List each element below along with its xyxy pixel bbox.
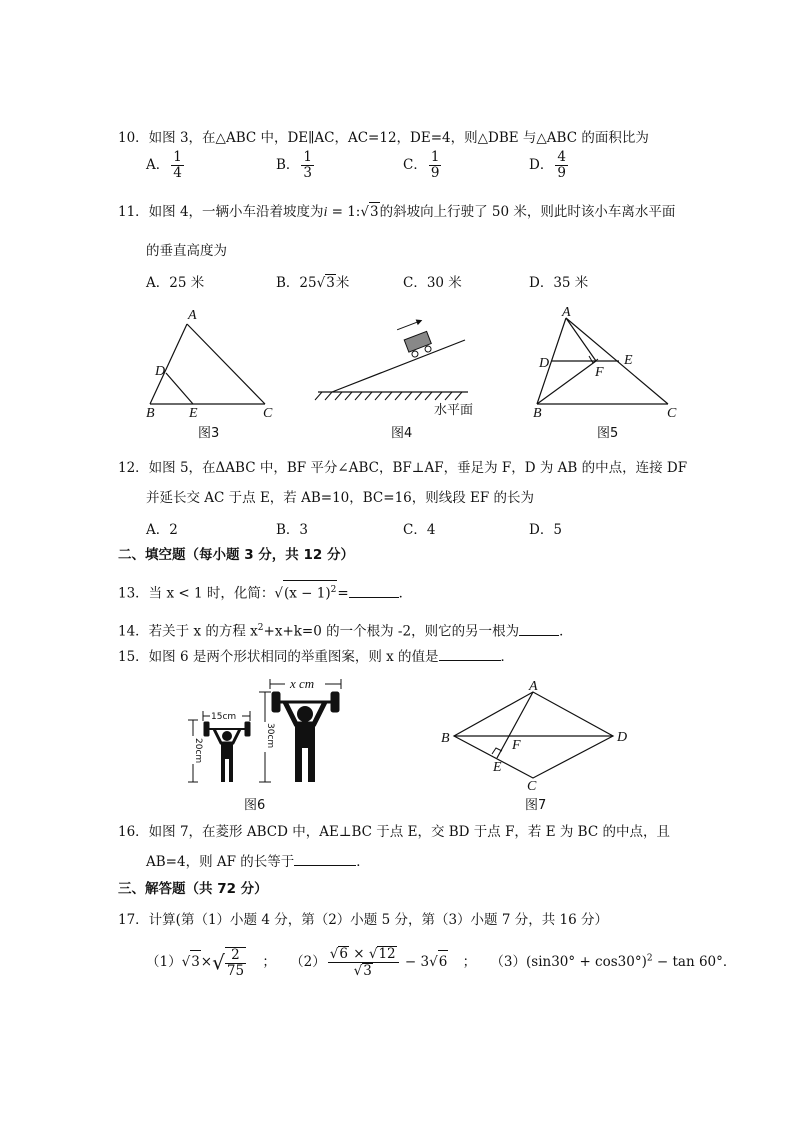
fig5-label-a: A <box>562 305 571 320</box>
q11-option-b: B．25√3米 <box>276 275 350 291</box>
fig6-small-width: 15cm <box>211 712 237 722</box>
fig3-label-a: A <box>188 308 197 323</box>
q15-answer-blank[interactable] <box>439 648 501 661</box>
fig7-label-a: A <box>529 679 538 694</box>
fig5-label-d: D <box>539 356 550 371</box>
q16-answer-blank[interactable] <box>294 853 356 866</box>
fig3-label-e: E <box>189 406 198 421</box>
fig4-horizontal-label: 水平面 <box>434 403 474 418</box>
q17-part-1: （1）√3×√ $\frac{2}{75}$ <box>146 946 245 979</box>
q17-part-2: （2） $\frac{√6 \times √12}{√3}$ − 3√6 <box>290 946 448 979</box>
q10-option-b: B． $\frac{1}{3}$ <box>276 149 313 181</box>
q14-answer-blank[interactable] <box>519 623 559 636</box>
q10-option-a: A． $\frac{1}{4}$ <box>146 149 182 181</box>
weightlifter-small-icon <box>204 722 250 782</box>
figure-7 <box>441 679 627 813</box>
fig5-label-c: C <box>667 406 677 421</box>
fig6-big-width: x cm <box>290 676 315 691</box>
weightlifter-big-icon <box>272 692 339 782</box>
figure-6 <box>187 676 341 813</box>
fig3-label-c: C <box>263 406 273 421</box>
q15-stem: 15．如图 6 是两个形状相同的举重图案，则 x 的值是 ． <box>118 649 515 665</box>
fig4-caption: 图4 <box>391 426 413 441</box>
figure-3 <box>146 308 273 441</box>
fig3-caption: 图3 <box>198 426 220 441</box>
fig3-label-d: D <box>155 364 166 379</box>
fig5-caption: 图5 <box>597 426 619 441</box>
q10-stem: 10．如图 3，在△ABC 中，DE∥AC，AC=12，DE=4，则△DBE 与△ABC 的面积比为 <box>118 130 649 146</box>
fig6-big-height: 30cm <box>265 723 275 749</box>
section-3-heading: 三、解答题（共 72 分） <box>118 881 268 897</box>
fig7-label-d: D <box>617 730 628 745</box>
q11-stem-cont: 的垂直高度为 <box>146 243 227 259</box>
cart-icon <box>396 317 434 359</box>
section-2-heading: 二、填空题（每小题 3 分，共 12 分） <box>118 547 354 563</box>
figure-row-1 <box>0 300 794 445</box>
q10-option-d: D． $\frac{4}{9}$ <box>529 149 566 181</box>
fig7-label-b: B <box>441 731 450 746</box>
q11-option-a: A．25 米 <box>146 275 205 291</box>
fig7-label-e: E <box>493 760 502 775</box>
q11-option-c: C．30 米 <box>403 275 462 291</box>
fig7-label-c: C <box>527 779 537 794</box>
q11-option-d: D．35 米 <box>529 275 589 291</box>
fig3-label-b: B <box>146 406 155 421</box>
fig5-label-b: B <box>533 406 542 421</box>
q17-parts: （1）√3×√ $\frac{2}{75}$ ； （2） $\frac{√6 \times √12}{√3}$ − 3√6 ； $(3)(\sin 30^\circ + \cos 30^\circ)^2 - \tan 60^\circ$． <box>146 946 737 979</box>
figure-4 <box>315 317 473 441</box>
q10-option-c: C． $\frac{1}{9}$ <box>403 149 440 181</box>
q16-stem-line1: 16．如图 7，在菱形 ABCD 中，AE⊥BC 于点 E，交 BD 于点 F，若 E 为 BC 的中点，且 <box>118 824 670 840</box>
q14-stem: 14．若关于 x 的方程 $x^2+x+k=0$ 的一个根为 -2，则它的另一根为 ． <box>118 623 573 640</box>
figure-row-2 <box>0 672 794 817</box>
fig6-caption: 图6 <box>244 798 266 813</box>
q13-answer-blank[interactable] <box>349 585 399 598</box>
q12-option-d: D．5 <box>529 522 562 538</box>
q12-option-b: B．3 <box>276 522 309 538</box>
q17-part-3: $(3)(\sin 30^\circ + \cos 30^\circ)^2 - \tan 60^\circ$． <box>490 953 737 970</box>
fig5-label-e: E <box>624 353 633 368</box>
q16-stem-line2: AB=4，则 AF 的长等于 ． <box>146 854 370 870</box>
q11-stem: 11．如图 4，一辆小车沿着坡度为i = 1:√3的斜坡向上行驶了 50 米，则此时该小车离水平面 <box>118 204 676 220</box>
fig7-label-f: F <box>512 738 521 753</box>
q17-stem: 17．计算(第（1）小题 4 分，第（2）小题 5 分，第（3）小题 7 分，共 16 分） <box>118 912 608 928</box>
figure-5 <box>533 305 677 441</box>
q12-stem-line1: 12．如图 5，在ΔABC 中，BF 平分∠ABC，BF⊥AF，垂足为 F，D 为 AB 的中点，连接 DF <box>118 460 688 476</box>
q12-option-a: A．2 <box>146 522 178 538</box>
q12-option-c: C．4 <box>403 522 436 538</box>
fig5-label-f: F <box>595 365 604 380</box>
fig6-small-height: 20cm <box>193 738 203 764</box>
q13-stem: 13．当 x < 1 时，化简：$√(x - 1)^2=$ ． <box>118 580 412 603</box>
q12-stem-line2: 并延长交 AC 于点 E，若 AB=10，BC=16，则线段 EF 的长为 <box>146 490 535 506</box>
fig7-caption: 图7 <box>525 798 547 813</box>
